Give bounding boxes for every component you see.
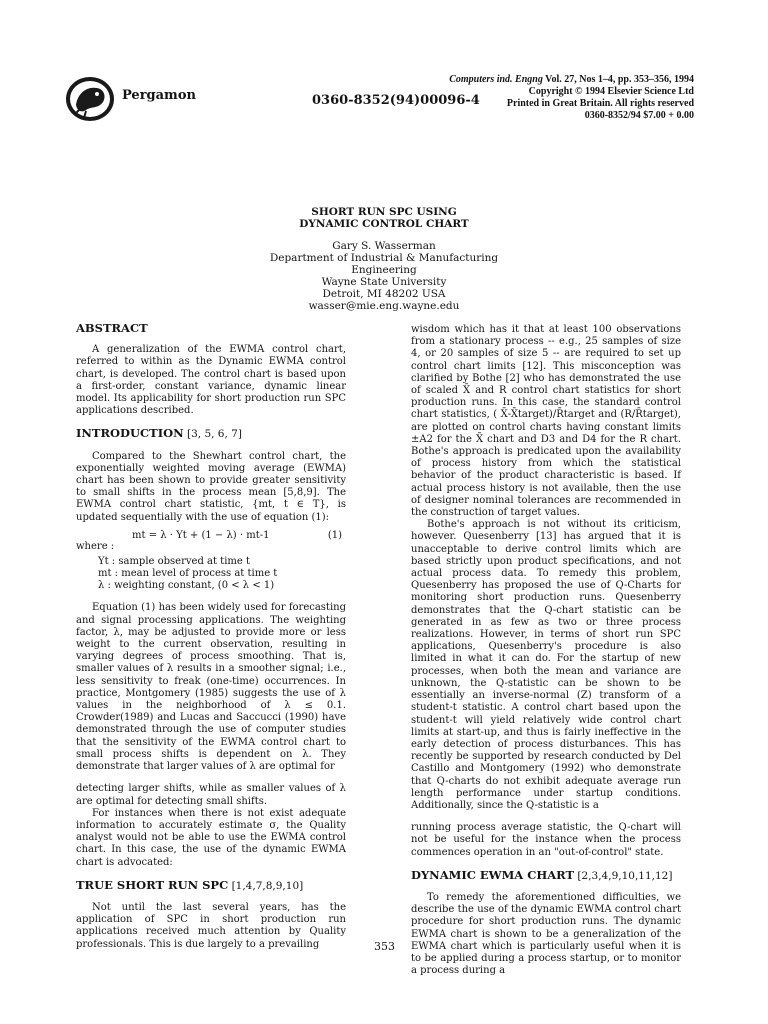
price-line: 0360-8352/94 $7.00 + 0.00 (584, 110, 694, 121)
intro-paragraph-1: Compared to the Shewhart control chart, the exponentially weighted moving average (EWMA) chart has been shown to provide greater sensitivity to small shifts in the process mean [5,8,9]. The EWMA control chart statistic, {mt, t ∈ T}, is updated sequentially with the use of equation (1): (76, 450, 346, 523)
equation-expression: mt = λ · Yt + (1 − λ) · mt-1 (132, 529, 270, 541)
intro-paragraph-3: detecting larger shifts, while as smaller values of λ are optimal for detecting small shifts. (76, 783, 346, 807)
paper-title-line-1: SHORT RUN SPC USING (311, 206, 457, 218)
equation-1 (76, 530, 346, 550)
publisher-name: Pergamon (122, 88, 196, 103)
variable-y: Yt : sample observed at time t (98, 555, 250, 567)
true-short-run-paragraph: Not until the last several years, has the application of SPC in short production run applications received much attention by Quality professionals. This is due largely to a prevailing (76, 901, 346, 950)
equation-number: (1) (327, 529, 342, 541)
intro-paragraph-4: For instances when there is not exist adequate information to accurately estimate σ, the Quality analyst would not be able to use the EWMA control chart. In this case, the use of the dynamic EWMA chart is advocated: (76, 807, 346, 868)
intro-paragraph-2: Equation (1) has been widely used for forecasting and signal processing applications. The weighting factor, λ, may be adjusted to provide more or less weight to the current observation, resulting in varying degrees of process smoothing. That is, smaller values of λ results in a smoother signal; i.e., less sensitivity to freak (one-time) occurrences. In practice, Montgomery (1985) suggests the use of λ values in the neighborhood of λ ≤ 0.1. Crowder(1989) and Lucas and Saccucci (1990) have demonstrated through the use of computer studies that the sensitivity of the EWMA control chart to small process shifts is dependent on λ. They demonstrate that larger values of λ are optimal for (76, 602, 346, 773)
copyright-line: Copyright © 1994 Elsevier Science Ltd (528, 86, 694, 97)
introduction-heading: INTRODUCTION [3, 5, 6, 7] (76, 426, 242, 441)
right-column (411, 324, 681, 977)
right-paragraph-2: Bothe's approach is not without its criticism, however. Quesenberry [13] has argued that it is unacceptable to derive control limits which are based strictly upon product specifications, and not actual process data. To remedy this problem, Quesenberry has proposed the use of Q-Charts for monitoring short production runs. Quesenberry demonstrates that the Q-chart statistic can be generated in as few as two or three process realizations. However, in terms of short run SPC applications, Quesenberry's procedure is also limited in what it can do. For the startup of new processes, when both the mean and variance are unknown, the Q-statistic can be shown to be essentially an inverse-normal (Z) transform of a student-t statistic. A control chart based upon the student-t will yield relatively wide control chart limits at start-up, and thus is fairly ineffective in the early detection of process disturbances. This has recently be supported by research conducted by Del Castillo and Montgomery (1992) who demonstrate that Q-charts do not exhibit adequate average run length performance under startup conditions. Additionally, since the Q-statistic is a (411, 519, 681, 811)
pergamon-logo-icon (64, 75, 116, 123)
variable-definitions (98, 556, 346, 593)
page-number: 353 (374, 940, 395, 953)
abstract-text: A generalization of the EWMA control chart, referred to within as the Dynamic EWMA control chart, is developed. The control chart is based upon a first-order, constant variance, dynamic linear model. Its applicability for short production run SPC applications described. (76, 344, 346, 417)
journal-title: Computers ind. Engng (449, 74, 543, 85)
journal-info (449, 74, 694, 122)
where-label: where : (76, 540, 115, 552)
author-city: Detroit, MI 48202 USA (322, 288, 446, 300)
document-id: 0360-8352(94)00096-4 (312, 93, 480, 108)
author-department-2: Engineering (351, 264, 417, 276)
author-email: wasser@mie.eng.wayne.edu (308, 300, 460, 312)
dynamic-ewma-heading: DYNAMIC EWMA CHART [2,3,4,9,10,11,12] (411, 867, 673, 882)
variable-lambda: λ : weighting constant, (0 < λ < 1) (98, 580, 275, 592)
true-short-run-heading: TRUE SHORT RUN SPC [1,4,7,8,9,10] (76, 877, 304, 892)
journal-volume: Vol. 27, Nos 1–4, pp. 353–356, 1994 (542, 74, 694, 85)
author-university: Wayne State University (321, 276, 447, 288)
title-block (180, 206, 588, 312)
left-column (76, 322, 346, 951)
dynamic-ewma-paragraph: To remedy the aforementioned difficulties, we describe the use of the dynamic EWMA control chart procedure for short production runs. The dynamic EWMA chart is shown to be a generalization of the EWMA chart which is particularly useful when it is to be applied during a process startup, or to monitor a process during a (411, 891, 681, 977)
paper-title-line-2: DYNAMIC CONTROL CHART (299, 218, 469, 230)
right-paragraph-3: running process average statistic, the Q-chart will not be useful for the instance when the process commences operation in an "out-of-control" state. (411, 822, 681, 858)
right-paragraph-1: wisdom which has it that at least 100 observations from a stationary process -- e.g., 25 samples of size 4, or 20 samples of size 5 -- are required to set up control chart limits [12]. This misconception was clarified by Bothe [2] who has demonstrated the use of scaled X̄ and R control chart statistics for short production runs. In this case, the standard control chart statistics, ( X̄-X̄target)/R̄target and (R/R̄target), are plotted on control charts having constant limits ±A2 for the X̄ chart and D3 and D4 for the R chart. Bothe's approach is predicated upon the availability of process history from which the statistical behavior of the product characteristic is based. If actual process history is not available, then the use of designer nominal tolerances are recommended in the construction of target values. (411, 324, 681, 519)
author-department: Department of Industrial & Manufacturing (269, 252, 499, 264)
printed-line: Printed in Great Britain. All rights reserved (506, 98, 694, 109)
abstract-heading: ABSTRACT (76, 321, 148, 335)
variable-m: mt : mean level of process at time t (98, 568, 278, 580)
author-name: Gary S. Wasserman (332, 240, 436, 252)
